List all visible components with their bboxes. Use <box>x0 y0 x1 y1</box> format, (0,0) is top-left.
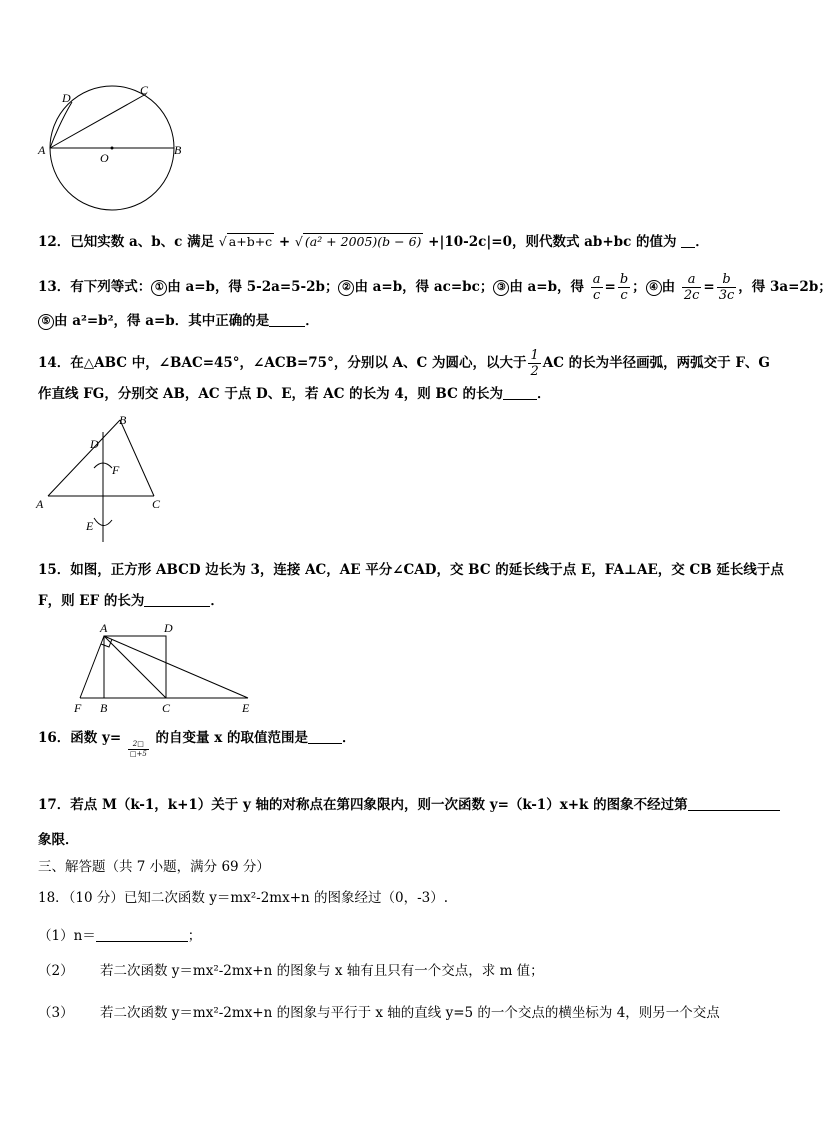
question-17-line-2 <box>38 830 79 850</box>
separator: ； <box>632 279 646 295</box>
q12-end: ． <box>695 234 709 250</box>
q16-stem: 16．函数 y= <box>38 730 122 746</box>
fraction-one-half <box>528 348 540 379</box>
numerator: a <box>682 272 702 288</box>
answer-blank-13[interactable] <box>269 312 305 327</box>
radical-2: √ (a² + 2005)(b − 6) <box>294 234 422 249</box>
label-a: A <box>100 621 108 635</box>
numerator: 1 <box>530 348 539 363</box>
question-13 <box>38 272 832 303</box>
q17-stem-2: 象限． <box>38 832 79 848</box>
plus-sign: + <box>278 234 291 250</box>
q15-stem-2: F，则 EF 的长为 <box>38 593 145 609</box>
label-a: A <box>38 143 46 157</box>
label-e: E <box>86 519 94 533</box>
answer-blank-18-1[interactable] <box>96 927 188 942</box>
question-13-line-2 <box>38 311 319 331</box>
q13-item-1: 由 a=b，得 5-2a=5-2b； <box>167 279 339 295</box>
q14-stem: 14．在△ABC 中，∠BAC=45°，∠ACB=75°，分别以 A、C 为圆心，以大于 <box>38 355 527 371</box>
question-17 <box>38 795 780 815</box>
segment-ae <box>104 636 248 698</box>
numerator: a <box>592 272 601 287</box>
answer-blank-17[interactable] <box>688 796 780 811</box>
label-c: C <box>162 701 171 715</box>
q15-stem: 15．如图，正方形 ABCD 边长为 3，连接 AC，AE 平分∠CAD，交 BC 的延长线于点 E，FA⊥AE，交 CB 延长线于点 <box>38 562 784 578</box>
question-18-part-2 <box>38 961 544 981</box>
equals-sign: = <box>703 279 715 295</box>
denominator: c <box>592 288 601 303</box>
q15-end: ． <box>210 593 224 609</box>
answer-blank-14[interactable] <box>503 385 537 400</box>
label-b: B <box>119 413 127 427</box>
denominator: 2c <box>683 288 700 303</box>
label-e: E <box>242 701 250 715</box>
question-15-line-2 <box>38 591 224 611</box>
q13-item-2: 由 a=b，得 ac=bc； <box>354 279 494 295</box>
numerator: b <box>717 272 737 288</box>
denominator: □+5 <box>129 750 147 758</box>
q12-tail: +|10-2c|=0，则代数式 ab+bc 的值为 <box>428 234 677 250</box>
side-ab <box>48 420 120 496</box>
arc-ad <box>50 102 72 148</box>
label-f: F <box>112 463 120 477</box>
section-title: 三、解答题（共 7 小题，满分 69 分） <box>38 859 270 875</box>
q13-item-4: 由 <box>661 279 676 295</box>
label-d: D <box>90 437 99 451</box>
fraction-a-over-c <box>591 272 603 303</box>
q18-part-1-end: ； <box>187 928 202 944</box>
label-c: C <box>140 83 149 97</box>
equals-sign: = <box>604 279 616 295</box>
q17-stem: 17．若点 M（k-1，k+1）关于 y 轴的对称点在第四象限内，则一次函数 y=（k-1）x+k 的图象不经过第 <box>38 797 688 813</box>
label-a: A <box>36 497 44 511</box>
triangle-figure <box>34 410 184 545</box>
q18-part-2-number: （2） <box>38 963 74 979</box>
circled-2: ② <box>338 280 354 296</box>
radicand-1: a+b+c <box>228 234 273 249</box>
q16-end: ． <box>341 730 356 746</box>
section-heading <box>38 857 270 877</box>
question-18-part-1 <box>38 926 201 946</box>
radicand-2: (a² + 2005)(b − 6) <box>304 234 422 249</box>
segment-af <box>80 636 104 698</box>
question-16 <box>38 728 355 759</box>
answer-blank-16[interactable] <box>308 729 342 744</box>
q16-tail: 的自变量 x 的取值范围是 <box>155 730 308 746</box>
radical-1: √ a+b+c <box>218 234 273 249</box>
label-o: O <box>100 151 109 165</box>
q13-item-5: 由 a²=b²，得 a=b．其中正确的是 <box>54 313 270 329</box>
q14-stem-cont: AC 的长为半径画弧，两弧交于 F、G <box>542 355 770 371</box>
fraction-b-over-c <box>618 272 630 303</box>
question-15 <box>38 560 784 580</box>
numerator: b <box>619 272 629 287</box>
q18-stem: 18．（10 分）已知二次函数 y＝mx²-2mx+n 的图象经过（0，-3）. <box>38 890 449 906</box>
numerator: 2□ <box>128 740 149 750</box>
answer-blank-15[interactable] <box>144 592 210 607</box>
denominator: 3c <box>718 288 735 303</box>
circled-4: ④ <box>646 280 662 296</box>
label-c: C <box>152 497 161 511</box>
q14-end: ． <box>537 386 551 402</box>
question-12 <box>38 232 709 252</box>
q18-part-1-label: （1）n＝ <box>38 928 96 944</box>
denominator: 2 <box>530 364 539 379</box>
side-bc <box>120 420 154 496</box>
question-14 <box>38 348 770 379</box>
q18-part-2-text: 若二次函数 y＝mx²-2mx+n 的图象与 x 轴有且只有一个交点，求 m 值； <box>100 963 544 979</box>
circled-3: ③ <box>493 280 509 296</box>
q13-stem: 13．有下列等式： <box>38 279 152 295</box>
label-d: D <box>164 621 173 635</box>
fraction-a-over-2c <box>682 272 702 303</box>
label-b: B <box>174 143 182 157</box>
circled-5: ⑤ <box>38 314 54 330</box>
circled-1: ① <box>151 280 167 296</box>
label-f: F <box>74 701 82 715</box>
q14-stem-2: 作直线 FG，分别交 AB，AC 于点 D、E，若 AC 的长为 4，则 BC 的长为 <box>38 386 504 402</box>
question-14-line-2 <box>38 384 551 404</box>
q18-part-3-number: （3） <box>38 1005 74 1021</box>
fraction-function <box>128 740 149 759</box>
square-figure <box>68 620 258 716</box>
q18-part-3-text: 若二次函数 y＝mx²-2mx+n 的图象与平行于 x 轴的直线 y=5 的一个交点的横坐标为 4，则另一个交点 <box>100 1005 720 1021</box>
question-18-part-3 <box>38 1003 720 1023</box>
q13-item-3: 由 a=b，得 <box>509 279 585 295</box>
question-18 <box>38 888 448 908</box>
q13-end: ． <box>305 313 319 329</box>
label-d: D <box>62 91 71 105</box>
segment-ac <box>104 636 166 698</box>
answer-blank-12[interactable] <box>681 233 695 248</box>
q12-stem: 12．已知实数 a、b、c 满足 <box>38 234 215 250</box>
fraction-b-over-3c <box>717 272 737 303</box>
denominator: c <box>620 288 628 303</box>
q13-item-4-result: ，得 3a=2b； <box>738 279 832 295</box>
circle-figure <box>34 80 194 215</box>
center-point <box>111 147 114 150</box>
label-b: B <box>100 701 108 715</box>
